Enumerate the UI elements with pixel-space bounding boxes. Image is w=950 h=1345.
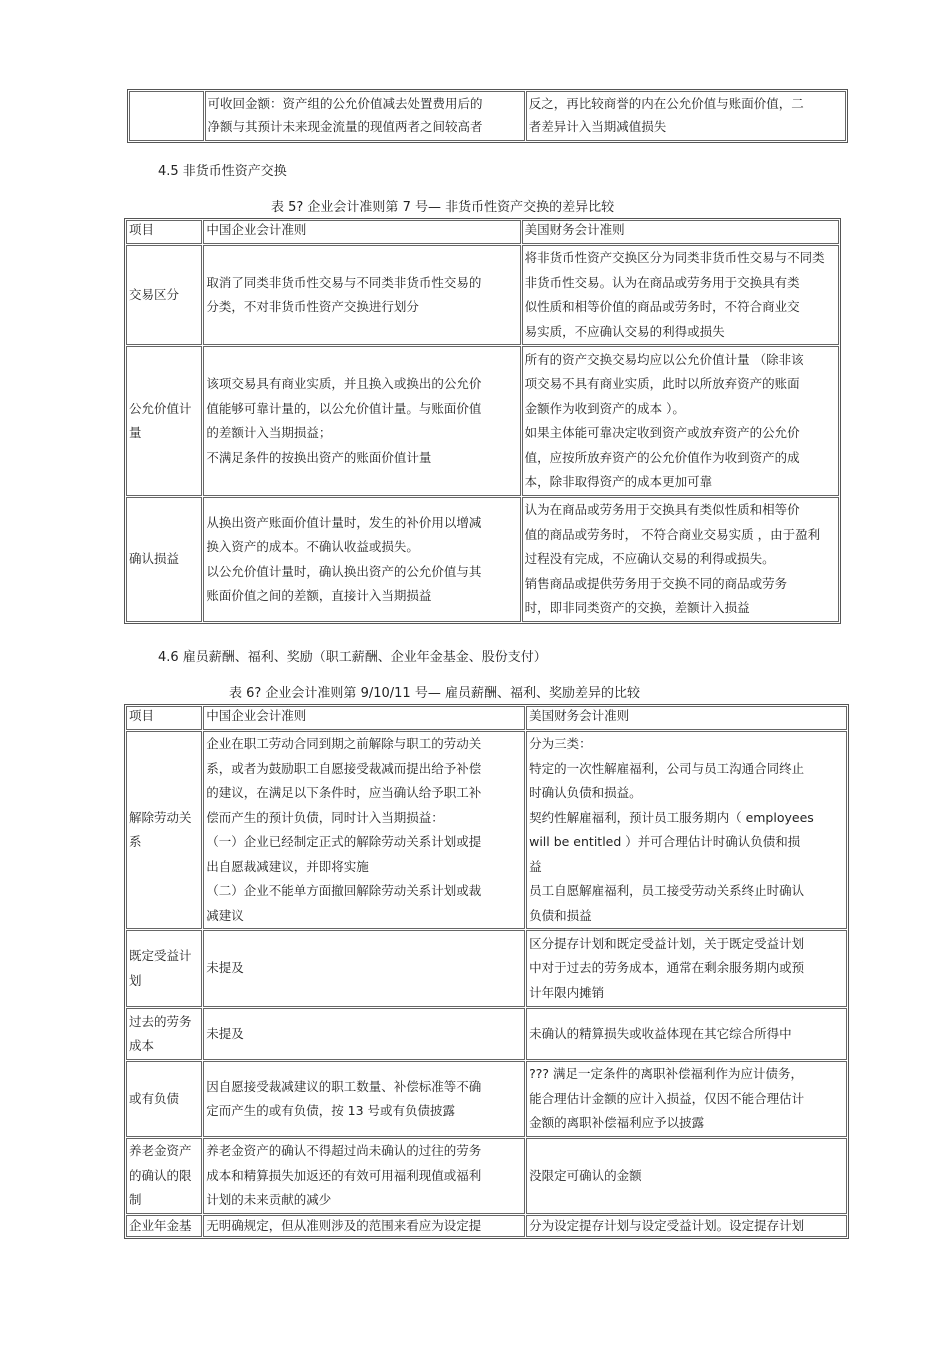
- cell-line: 销售商品或提供劳务用于交换不同的商品或劳务: [524, 575, 788, 591]
- cell-line: 的差额计入当期损益；: [206, 425, 332, 440]
- cell-line: 将非货币性资产交换区分为同类非货币性交易与不同类: [524, 250, 825, 265]
- table-row: [126, 1008, 847, 1060]
- cell-line: 企业年金基: [129, 1217, 192, 1233]
- cn-cell: [205, 91, 525, 141]
- cell-line: 出自愿裁减建议，并即将实施: [206, 858, 369, 874]
- cell-line: will be entitled ）并可合理估计时确认负债和损: [529, 834, 801, 849]
- cell-line: 值能够可靠计量的，以公允价值计量。与账面价值: [206, 400, 482, 416]
- table-header-row: [126, 706, 847, 730]
- us-cell: [526, 91, 846, 141]
- item-cell: [126, 1138, 202, 1214]
- table-row: [126, 245, 839, 345]
- cell-line: 员工自愿解雇福利，员工接受劳动关系终止时确认: [529, 883, 805, 898]
- cell-line: 项交易不具有商业实质，此时以所放弃资产的账面: [524, 376, 800, 391]
- us-cell: [526, 930, 847, 1007]
- cell-line: 时，即非同类资产的交换，差额计入损益: [524, 600, 750, 616]
- continued-table: [127, 89, 848, 143]
- cell-line: 益: [529, 858, 542, 874]
- cell-line: 不满足条件的按换出资产的账面价值计量: [206, 449, 432, 465]
- cell-line: 分类，不对非货币性资产交换进行划分: [206, 299, 419, 314]
- section-heading-4-6: 4.6 雇员薪酬、福利、奖励（职工薪酬、企业年金基金、股份支付）: [158, 650, 547, 665]
- cell-line: 该项交易具有商业实质，并且换入或换出的公允价: [206, 376, 482, 391]
- cell-line: 所有的资产交换交易均应以公允价值计量 （除非该: [524, 351, 804, 367]
- cell-line: 从换出资产账面价值计量时，发生的补价用以增减: [206, 514, 482, 530]
- table-row: [126, 346, 839, 496]
- cell-line: ??? 满足一定条件的离职补偿福利作为应计债务，: [529, 1066, 803, 1082]
- item-cell: [126, 930, 202, 1007]
- header-item: 项目: [126, 220, 202, 244]
- cell-line: 以公允价值计量时，确认换出资产的公允价值与其: [206, 563, 482, 579]
- item-cell: [126, 346, 202, 496]
- cn-cell: [203, 346, 520, 496]
- cn-cell: [203, 1008, 525, 1060]
- table-6-caption: 表 6? 企业会计准则第 9/10/11 号— 雇员薪酬、福利、奖励差异的比较: [229, 686, 640, 701]
- cell-line: 本，除非取得资产的成本更加可靠: [524, 474, 713, 489]
- cell-line: 者差异计入当期减值损失: [528, 119, 667, 134]
- us-cell: [526, 731, 847, 929]
- item-cell: [126, 1215, 202, 1237]
- us-cell: [522, 497, 839, 622]
- cell-line: 分为设定提存计划与设定受益计划。设定提存计划: [529, 1217, 805, 1233]
- cell-line: 认为在商品或劳务用于交换具有类似性质和相等价: [524, 502, 800, 518]
- cell-line: 分为三类：: [529, 736, 592, 751]
- cn-cell: [203, 930, 525, 1007]
- us-cell: [526, 1061, 847, 1137]
- cell-line: 值的商品或劳务时， 不符合商业交易实质 ，由于盈利: [524, 526, 821, 542]
- cell-line: 区分提存计划和既定受益计划，关于既定受益计划: [529, 935, 805, 951]
- cell-line: 减建议: [206, 907, 244, 923]
- cell-line: 可收回金额：资产组的公允价值减去处置费用后的: [207, 96, 483, 111]
- cell-line: 契约性解雇福利，预计员工服务期内（ employees: [529, 809, 814, 825]
- cell-line: 未提及: [206, 1025, 244, 1041]
- us-cell: [522, 346, 839, 496]
- cell-line: 金额作为收到资产的成本 ）。: [524, 400, 685, 416]
- cell-line: 计年限内摊销: [529, 984, 605, 1000]
- cell-line: 因自愿接受裁减建议的职工数量、补偿标准等不确: [206, 1078, 482, 1094]
- table-row: [126, 1215, 847, 1237]
- table-header-row: [126, 220, 839, 244]
- cell-line: 成本: [129, 1038, 155, 1053]
- us-cell: [522, 245, 839, 345]
- header-us: 美国财务会计准则: [522, 220, 839, 244]
- cell-line: 能合理估计金额的应计入损益，仅因不能合理估计: [529, 1090, 805, 1106]
- cell-line: 没限定可确认的金额: [529, 1167, 642, 1183]
- item-cell: [126, 731, 202, 929]
- cell-line: 公允价值计: [129, 400, 192, 416]
- cell-line: 净额与其预计未来现金流量的现值两者之间较高者: [207, 119, 483, 134]
- cell-line: 如果主体能可靠决定收到资产或放弃资产的公允价: [524, 425, 800, 440]
- cn-cell: [203, 1061, 525, 1137]
- us-cell: [526, 1215, 847, 1237]
- header-item: 项目: [126, 706, 202, 730]
- cell-line: 量: [129, 425, 142, 440]
- cn-cell: [203, 245, 520, 345]
- cell-line: 未确认的精算损失或收益体现在其它综合所得中: [529, 1025, 792, 1041]
- item-cell: [126, 497, 202, 622]
- table-5-caption: 表 5? 企业会计准则第 7 号— 非货币性资产交换的差异比较: [271, 200, 615, 215]
- cell-line: 似性质和相等价值的商品或劳务时，不符合商业交: [524, 299, 800, 314]
- cell-line: 过去的劳务: [129, 1013, 192, 1029]
- table-6: [124, 704, 849, 1239]
- cell-line: 划: [129, 972, 142, 988]
- cell-line: 特定的一次性解雇福利，公司与员工沟通合同终止: [529, 760, 805, 776]
- cell-line: 确认损益: [129, 551, 180, 567]
- item-cell: [129, 91, 204, 141]
- cell-line: 无明确规定，但从准则涉及的范围来看应为设定提: [206, 1217, 482, 1233]
- cell-line: （二）企业不能单方面撤回解除劳动关系计划或裁: [206, 883, 482, 898]
- header-cn: 中国企业会计准则: [203, 706, 525, 730]
- cell-line: 的建议，在满足以下条件时，应当确认给予职工补: [206, 785, 482, 800]
- header-us: 美国财务会计准则: [526, 706, 847, 730]
- cell-line: 取消了同类非货币性交易与不同类非货币性交易的: [206, 274, 482, 290]
- table-row: [126, 1138, 847, 1214]
- cell-line: 制: [129, 1192, 142, 1207]
- item-cell: [126, 1061, 202, 1137]
- table-5: [124, 218, 841, 624]
- table-row: [126, 930, 847, 1007]
- section-heading-4-5: 4.5 非货币性资产交换: [158, 164, 287, 179]
- us-cell: [526, 1008, 847, 1060]
- header-cn: 中国企业会计准则: [203, 220, 520, 244]
- cell-line: 交易区分: [129, 286, 180, 302]
- cell-line: 易实质，不应确认交易的利得或损失: [524, 323, 725, 339]
- cell-line: 解除劳动关: [129, 809, 192, 825]
- cell-line: （一）企业已经制定正式的解除劳动关系计划或提: [206, 834, 482, 849]
- cell-line: 的确认的限: [129, 1167, 192, 1183]
- cell-line: 系，或者为鼓励职工自愿接受裁减而提出给予补偿: [206, 760, 482, 776]
- cell-line: 企业在职工劳动合同到期之前解除与职工的劳动关: [206, 736, 482, 751]
- cell-line: 负债和损益: [529, 907, 592, 923]
- cell-line: 计划的未来贡献的减少: [206, 1192, 332, 1207]
- cell-line: 未提及: [206, 960, 244, 976]
- cell-line: 账面价值之间的差额，直接计入当期损益: [206, 588, 432, 603]
- cell-line: 偿而产生的预计负债，同时计入当期损益：: [206, 809, 444, 825]
- cell-line: 既定受益计: [129, 948, 192, 963]
- cell-line: 养老金资产: [129, 1143, 192, 1158]
- cell-line: 反之，再比较商誉的内在公允价值与账面价值，二: [528, 96, 804, 111]
- cell-line: 金额的离职补偿福利应予以披露: [529, 1115, 705, 1131]
- cell-line: 非货币性交易。认为在商品或劳务用于交换具有类: [524, 274, 800, 290]
- table-row: [126, 497, 839, 622]
- cell-line: 中对于过去的劳务成本，通常在剩余服务期内或预: [529, 960, 805, 976]
- us-cell: [526, 1138, 847, 1214]
- cn-cell: [203, 1138, 525, 1214]
- cell-line: 系: [129, 834, 142, 849]
- cell-line: 定而产生的或有负债，按 13 号或有负债披露: [206, 1103, 456, 1118]
- cn-cell: [203, 731, 525, 929]
- cell-line: 换入资产的成本。不确认收益或损失。: [206, 539, 419, 554]
- cell-line: 过程没有完成，不应确认交易的利得或损失。: [524, 551, 775, 567]
- cell-line: 成本和精算损失加返还的有效可用福利现值或福利: [206, 1167, 482, 1183]
- cn-cell: [203, 497, 520, 622]
- cell-line: 时确认负债和损益。: [529, 785, 642, 800]
- cell-line: 值，应按所放弃资产的公允价值作为收到资产的成: [524, 449, 800, 465]
- item-cell: [126, 1008, 202, 1060]
- table-row: [129, 91, 846, 141]
- cn-cell: [203, 1215, 525, 1237]
- item-cell: [126, 245, 202, 345]
- cell-line: 或有负债: [129, 1090, 180, 1106]
- table-row: [126, 1061, 847, 1137]
- cell-line: 养老金资产的确认不得超过尚未确认的过往的劳务: [206, 1143, 482, 1158]
- table-row: [126, 731, 847, 929]
